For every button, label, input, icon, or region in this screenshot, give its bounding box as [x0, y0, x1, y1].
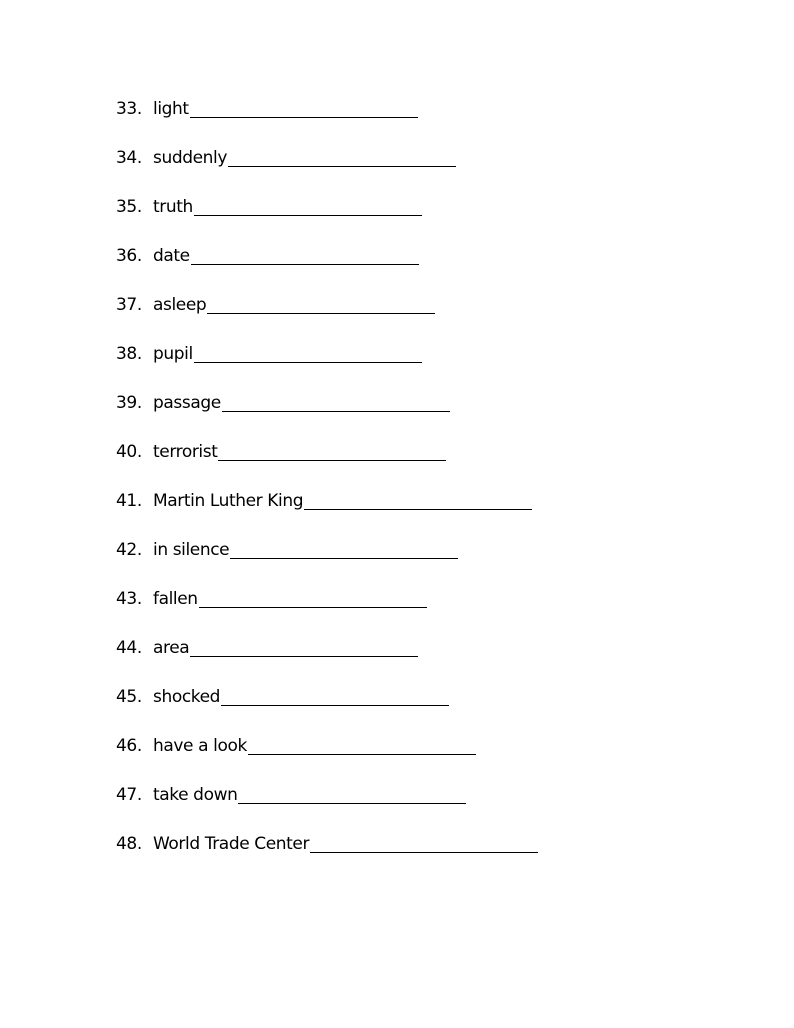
- answer-blank[interactable]: [230, 538, 458, 559]
- list-item: [116, 293, 538, 342]
- item-term: take down: [153, 785, 238, 805]
- answer-blank[interactable]: [248, 734, 476, 755]
- answer-blank[interactable]: [191, 244, 419, 265]
- answer-blank[interactable]: [221, 685, 449, 706]
- answer-blank[interactable]: [238, 783, 466, 804]
- list-item: [116, 734, 538, 783]
- list-item: [116, 195, 538, 244]
- item-number: 40.: [116, 442, 142, 462]
- list-item: [116, 489, 538, 538]
- item-term: World Trade Center: [153, 834, 310, 854]
- list-item: [116, 587, 538, 636]
- item-term: fallen: [153, 589, 198, 609]
- list-item: [116, 832, 538, 881]
- list-item: [116, 244, 538, 293]
- item-number: 45.: [116, 687, 142, 707]
- list-item: [116, 391, 538, 440]
- item-term: suddenly: [153, 148, 228, 168]
- item-number: 48.: [116, 834, 142, 854]
- answer-blank[interactable]: [207, 293, 435, 314]
- item-term: area: [153, 638, 190, 658]
- list-item: [116, 146, 538, 195]
- answer-blank[interactable]: [218, 440, 446, 461]
- item-number: 47.: [116, 785, 142, 805]
- item-term: asleep: [153, 295, 207, 315]
- item-number: 42.: [116, 540, 142, 560]
- answer-blank[interactable]: [228, 146, 456, 167]
- answer-blank[interactable]: [194, 342, 422, 363]
- answer-blank[interactable]: [190, 636, 418, 657]
- item-term: shocked: [153, 687, 221, 707]
- item-number: 34.: [116, 148, 142, 168]
- list-item: [116, 636, 538, 685]
- item-term: passage: [153, 393, 221, 413]
- list-item: [116, 440, 538, 489]
- answer-blank[interactable]: [310, 832, 538, 853]
- answer-blank[interactable]: [304, 489, 532, 510]
- list-item: [116, 342, 538, 391]
- answer-blank[interactable]: [199, 587, 427, 608]
- item-number: 38.: [116, 344, 142, 364]
- item-number: 33.: [116, 99, 142, 119]
- list-item: [116, 783, 538, 832]
- item-term: terrorist: [153, 442, 218, 462]
- list-item: [116, 685, 538, 734]
- item-term: pupil: [153, 344, 193, 364]
- answer-blank[interactable]: [190, 97, 418, 118]
- answer-blank[interactable]: [194, 195, 422, 216]
- list-item: [116, 538, 538, 587]
- item-number: 36.: [116, 246, 142, 266]
- item-number: 37.: [116, 295, 142, 315]
- item-term: have a look: [153, 736, 247, 756]
- item-number: 41.: [116, 491, 142, 511]
- item-term: Martin Luther King: [153, 491, 304, 511]
- item-term: truth: [153, 197, 193, 217]
- item-term: date: [153, 246, 190, 266]
- item-term: light: [153, 99, 189, 119]
- item-term: in silence: [153, 540, 230, 560]
- answer-blank[interactable]: [222, 391, 450, 412]
- item-number: 35.: [116, 197, 142, 217]
- item-number: 43.: [116, 589, 142, 609]
- item-number: 44.: [116, 638, 142, 658]
- list-item: [116, 97, 538, 146]
- item-number: 39.: [116, 393, 142, 413]
- item-number: 46.: [116, 736, 142, 756]
- vocabulary-list: [116, 97, 538, 881]
